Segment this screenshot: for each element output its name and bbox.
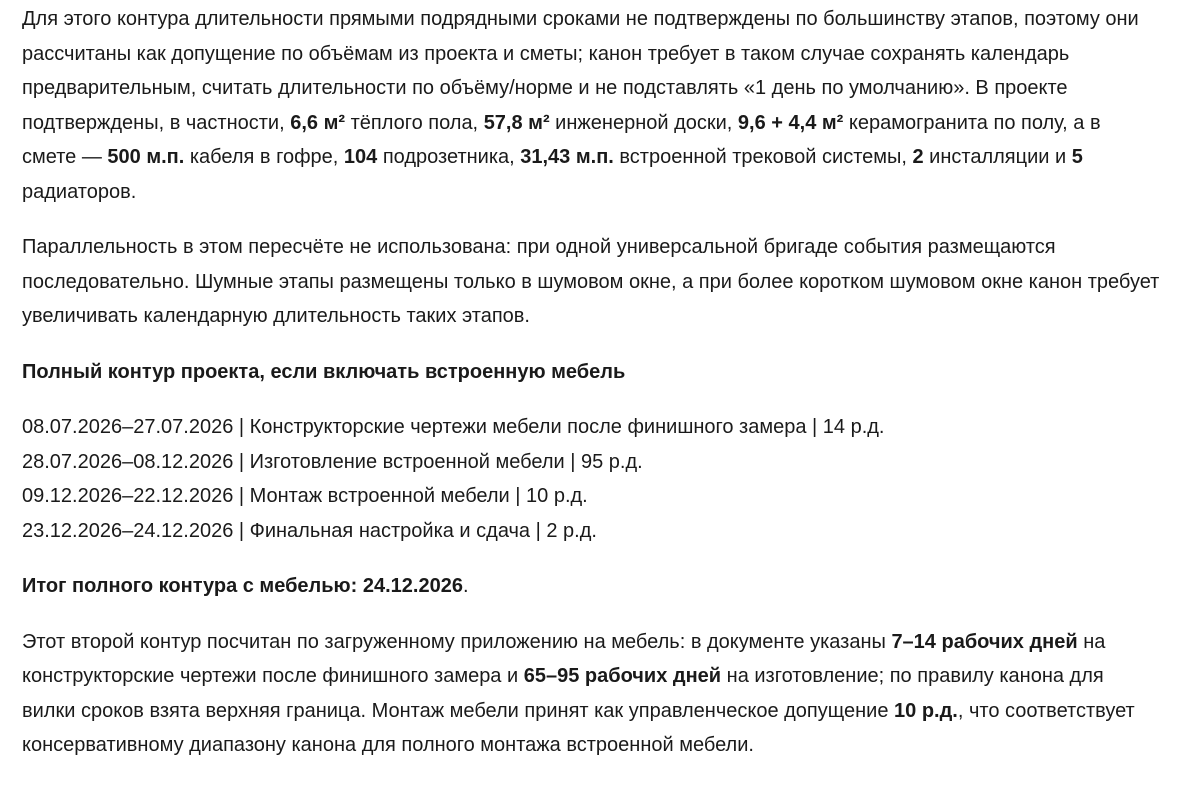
- paragraph-parallelism: Параллельность в этом пересчёте не использована: при одной универсальной бригаде события размещаются последовательно. Шумные этапы размещены только в шумовом окне, а при более коротком шумовом окне канон требует увеличивать календарную длительность таких этапов.: [22, 236, 1160, 327]
- schedule-row: 09.12.2026–22.12.2026 | Монтаж встроенной мебели | 10 р.д.: [22, 485, 588, 507]
- total-line: Итог полного контура с мебелью: 24.12.2026.: [22, 575, 469, 597]
- schedule-row: 08.07.2026–27.07.2026 | Конструкторские чертежи мебели после финишного замера | 14 р.д.: [22, 416, 885, 438]
- section-heading: Полный контур проекта, если включать встроенную мебель: [22, 360, 626, 383]
- schedule-row: 23.12.2026–24.12.2026 | Финальная настройка и сдача | 2 р.д.: [22, 519, 597, 542]
- schedule-list: [22, 410, 1160, 548]
- schedule-row: 28.07.2026–08.12.2026 | Изготовление встроенной мебели | 95 р.д.: [22, 450, 643, 473]
- paragraph-duration-assumptions: Для этого контура длительности прямыми подрядными сроками не подтверждены по большинству этапов, поэтому они рассчитаны как допущение по объёмам из проекта и сметы; канон требует в таком случае сохранять календарь предварительным, считать длительности по объёму/норме и не подставлять «1 день по умолчанию». В проекте подтверждены, в частности, 6,6 м² тёплого пола, 57,8 м² инженерной доски, 9,6 + 4,4 м² керамогранита по полу, а в смете — 500 м.п. кабеля в гофре, 104 подрозетника, 31,43 м.п. встроенной трековой системы, 2 инсталляции и 5 радиаторов.: [22, 8, 1139, 203]
- paragraph-furniture-contour: Этот второй контур посчитан по загруженному приложению на мебель: в документе указаны 7–14 рабочих дней на конструкторские чертежи после финишного замера и 65–95 рабочих дней на изготовление; по правилу канона для вилки сроков взята верхняя граница. Монтаж мебели принят как управленческое допущение 10 р.д., что соответствует консервативному диапазону канона для полного монтажа встроенной мебели.: [22, 630, 1135, 756]
